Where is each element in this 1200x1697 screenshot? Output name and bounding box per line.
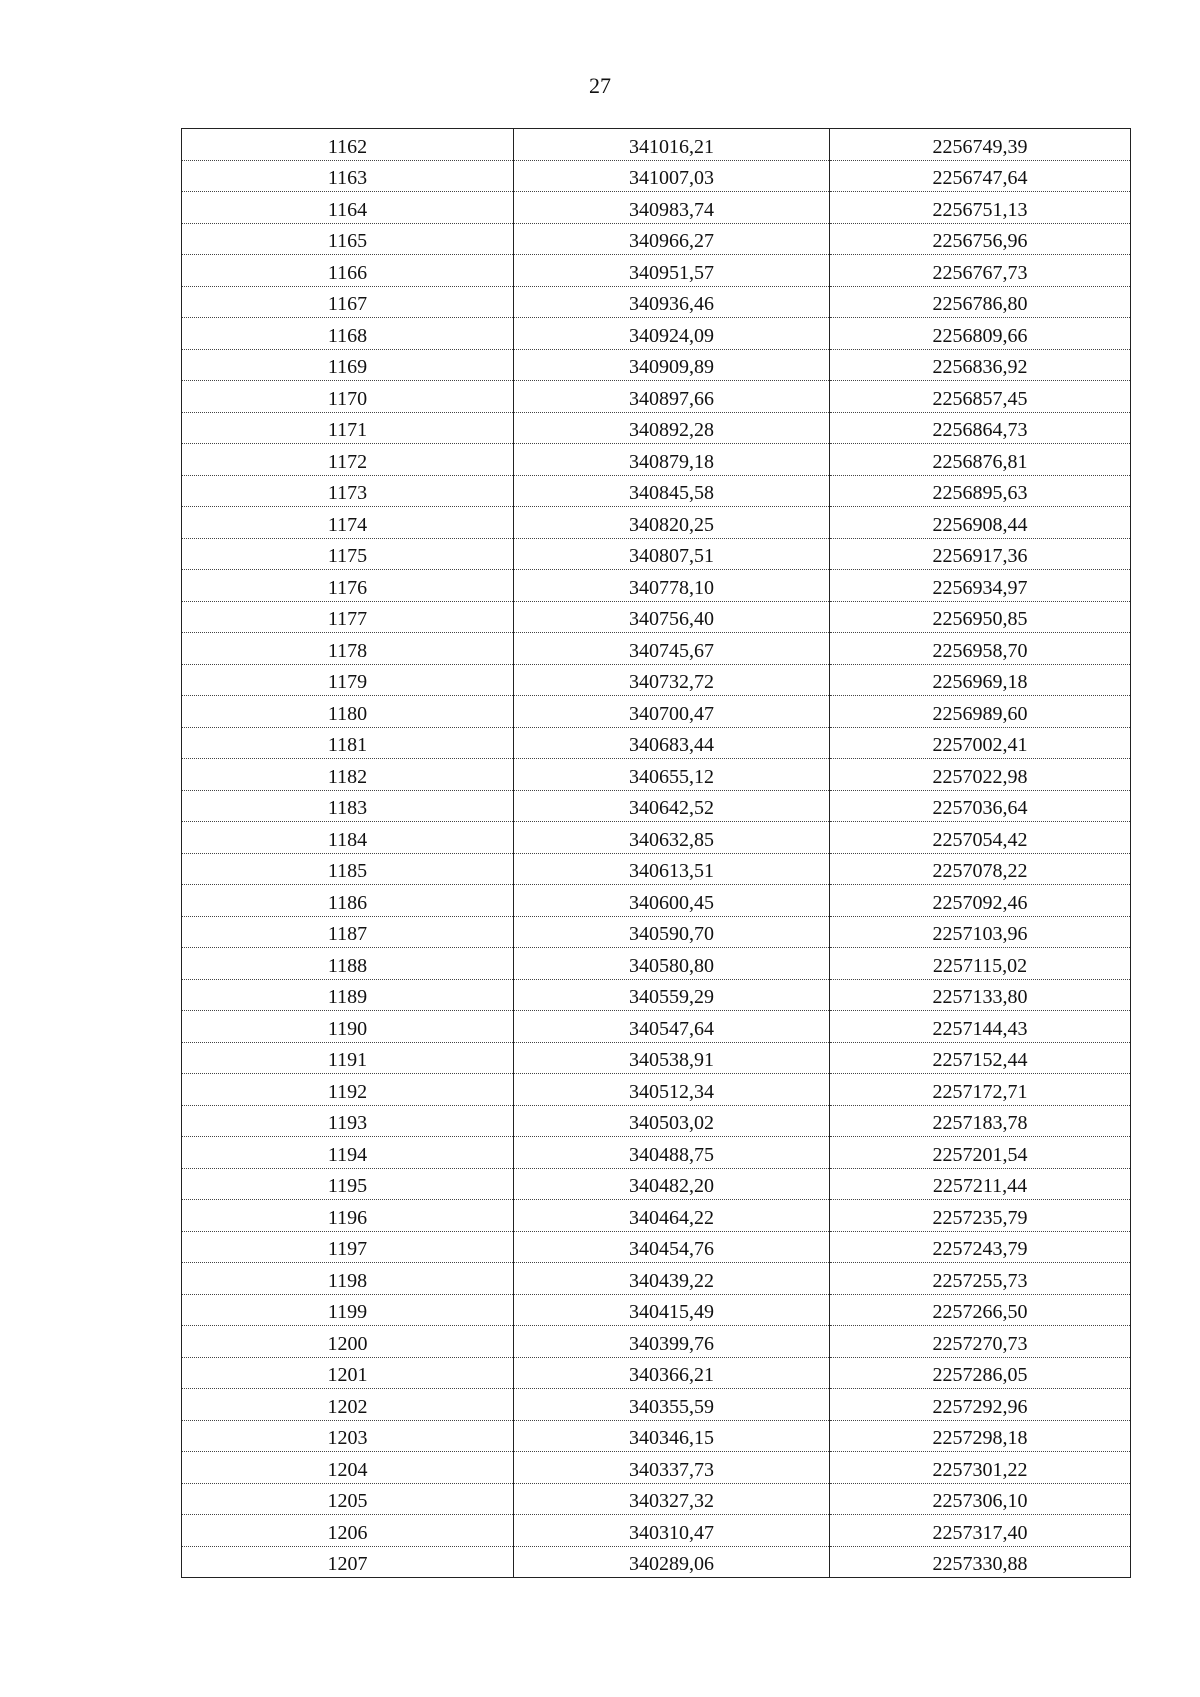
x-coordinate-cell: 340966,27 [514,223,830,255]
x-coordinate-cell: 340745,67 [514,633,830,665]
y-coordinate-cell: 2256767,73 [830,255,1131,287]
y-coordinate-cell: 2256747,64 [830,160,1131,192]
table-row [182,790,1131,822]
table-row [182,1105,1131,1137]
x-coordinate-cell: 340683,44 [514,727,830,759]
y-coordinate-cell: 2257092,46 [830,885,1131,917]
x-coordinate-cell: 341007,03 [514,160,830,192]
point-number-cell: 1165 [182,223,514,255]
page-number: 27 [589,73,611,98]
y-coordinate-cell: 2256934,97 [830,570,1131,602]
x-coordinate-cell: 340580,80 [514,948,830,980]
y-coordinate-cell: 2256836,92 [830,349,1131,381]
x-coordinate-cell: 340892,28 [514,412,830,444]
point-number-cell: 1195 [182,1168,514,1200]
point-number-cell: 1176 [182,570,514,602]
table-row [182,538,1131,570]
point-number-cell: 1170 [182,381,514,413]
y-coordinate-cell: 2256786,80 [830,286,1131,318]
y-coordinate-cell: 2256751,13 [830,192,1131,224]
point-number-cell: 1174 [182,507,514,539]
point-number-cell: 1198 [182,1263,514,1295]
table-row [182,759,1131,791]
y-coordinate-cell: 2257078,22 [830,853,1131,885]
point-number-cell: 1185 [182,853,514,885]
x-coordinate-cell: 340337,73 [514,1452,830,1484]
table-row [182,1452,1131,1484]
table-row [182,1326,1131,1358]
table-row [182,1263,1131,1295]
x-coordinate-cell: 340983,74 [514,192,830,224]
y-coordinate-cell: 2257330,88 [830,1546,1131,1578]
y-coordinate-cell: 2257133,80 [830,979,1131,1011]
table-row [182,412,1131,444]
y-coordinate-cell: 2256908,44 [830,507,1131,539]
x-coordinate-cell: 340439,22 [514,1263,830,1295]
y-coordinate-cell: 2256749,39 [830,129,1131,161]
table-row [182,444,1131,476]
x-coordinate-cell: 340756,40 [514,601,830,633]
x-coordinate-cell: 341016,21 [514,129,830,161]
y-coordinate-cell: 2257183,78 [830,1105,1131,1137]
y-coordinate-cell: 2257036,64 [830,790,1131,822]
table-row [182,1294,1131,1326]
point-number-cell: 1162 [182,129,514,161]
x-coordinate-cell: 340951,57 [514,255,830,287]
point-number-cell: 1201 [182,1357,514,1389]
table-row [182,570,1131,602]
y-coordinate-cell: 2257255,73 [830,1263,1131,1295]
y-coordinate-cell: 2257172,71 [830,1074,1131,1106]
x-coordinate-cell: 340464,22 [514,1200,830,1232]
point-number-cell: 1164 [182,192,514,224]
y-coordinate-cell: 2256969,18 [830,664,1131,696]
x-coordinate-cell: 340655,12 [514,759,830,791]
x-coordinate-cell: 340642,52 [514,790,830,822]
x-coordinate-cell: 340807,51 [514,538,830,570]
coordinates-table [181,128,1131,1578]
table-row [182,160,1131,192]
table-row [182,1357,1131,1389]
point-number-cell: 1191 [182,1042,514,1074]
y-coordinate-cell: 2257103,96 [830,916,1131,948]
table-row [182,885,1131,917]
x-coordinate-cell: 340366,21 [514,1357,830,1389]
point-number-cell: 1163 [182,160,514,192]
table-row [182,286,1131,318]
point-number-cell: 1173 [182,475,514,507]
point-number-cell: 1192 [182,1074,514,1106]
point-number-cell: 1180 [182,696,514,728]
y-coordinate-cell: 2257298,18 [830,1420,1131,1452]
table-row [182,1389,1131,1421]
x-coordinate-cell: 340613,51 [514,853,830,885]
table-row [182,475,1131,507]
table-row [182,507,1131,539]
y-coordinate-cell: 2256864,73 [830,412,1131,444]
x-coordinate-cell: 340632,85 [514,822,830,854]
x-coordinate-cell: 340355,59 [514,1389,830,1421]
table-row [182,822,1131,854]
x-coordinate-cell: 340310,47 [514,1515,830,1547]
table-row [182,916,1131,948]
x-coordinate-cell: 340924,09 [514,318,830,350]
table-row [182,1011,1131,1043]
table-row [182,948,1131,980]
y-coordinate-cell: 2256989,60 [830,696,1131,728]
y-coordinate-cell: 2256958,70 [830,633,1131,665]
y-coordinate-cell: 2256950,85 [830,601,1131,633]
table-row [182,192,1131,224]
coordinates-table-body [182,129,1131,1578]
table-row [182,1231,1131,1263]
table-row [182,1515,1131,1547]
y-coordinate-cell: 2257211,44 [830,1168,1131,1200]
point-number-cell: 1166 [182,255,514,287]
point-number-cell: 1178 [182,633,514,665]
table-row [182,1200,1131,1232]
x-coordinate-cell: 340732,72 [514,664,830,696]
y-coordinate-cell: 2257270,73 [830,1326,1131,1358]
point-number-cell: 1169 [182,349,514,381]
point-number-cell: 1207 [182,1546,514,1578]
y-coordinate-cell: 2257022,98 [830,759,1131,791]
table-row [182,349,1131,381]
y-coordinate-cell: 2257201,54 [830,1137,1131,1169]
x-coordinate-cell: 340346,15 [514,1420,830,1452]
point-number-cell: 1200 [182,1326,514,1358]
x-coordinate-cell: 340503,02 [514,1105,830,1137]
point-number-cell: 1188 [182,948,514,980]
y-coordinate-cell: 2257292,96 [830,1389,1131,1421]
x-coordinate-cell: 340845,58 [514,475,830,507]
point-number-cell: 1182 [182,759,514,791]
table-row [182,979,1131,1011]
point-number-cell: 1181 [182,727,514,759]
table-row [182,727,1131,759]
y-coordinate-cell: 2257306,10 [830,1483,1131,1515]
y-coordinate-cell: 2257054,42 [830,822,1131,854]
table-row [182,1420,1131,1452]
y-coordinate-cell: 2256876,81 [830,444,1131,476]
point-number-cell: 1193 [182,1105,514,1137]
x-coordinate-cell: 340482,20 [514,1168,830,1200]
point-number-cell: 1179 [182,664,514,696]
point-number-cell: 1205 [182,1483,514,1515]
x-coordinate-cell: 340399,76 [514,1326,830,1358]
table-row [182,696,1131,728]
x-coordinate-cell: 340415,49 [514,1294,830,1326]
x-coordinate-cell: 340778,10 [514,570,830,602]
table-row [182,1483,1131,1515]
point-number-cell: 1204 [182,1452,514,1484]
x-coordinate-cell: 340909,89 [514,349,830,381]
y-coordinate-cell: 2257301,22 [830,1452,1131,1484]
table-row [182,381,1131,413]
y-coordinate-cell: 2257286,05 [830,1357,1131,1389]
x-coordinate-cell: 340538,91 [514,1042,830,1074]
y-coordinate-cell: 2256895,63 [830,475,1131,507]
y-coordinate-cell: 2257115,02 [830,948,1131,980]
point-number-cell: 1196 [182,1200,514,1232]
point-number-cell: 1190 [182,1011,514,1043]
y-coordinate-cell: 2257266,50 [830,1294,1131,1326]
y-coordinate-cell: 2257243,79 [830,1231,1131,1263]
y-coordinate-cell: 2257152,44 [830,1042,1131,1074]
x-coordinate-cell: 340879,18 [514,444,830,476]
point-number-cell: 1184 [182,822,514,854]
point-number-cell: 1177 [182,601,514,633]
x-coordinate-cell: 340512,34 [514,1074,830,1106]
table-row [182,129,1131,161]
x-coordinate-cell: 340488,75 [514,1137,830,1169]
table-row [182,664,1131,696]
point-number-cell: 1202 [182,1389,514,1421]
table-row [182,853,1131,885]
y-coordinate-cell: 2256756,96 [830,223,1131,255]
x-coordinate-cell: 340559,29 [514,979,830,1011]
point-number-cell: 1187 [182,916,514,948]
point-number-cell: 1171 [182,412,514,444]
point-number-cell: 1172 [182,444,514,476]
table-row [182,1074,1131,1106]
y-coordinate-cell: 2257317,40 [830,1515,1131,1547]
point-number-cell: 1199 [182,1294,514,1326]
table-row [182,1168,1131,1200]
y-coordinate-cell: 2256917,36 [830,538,1131,570]
point-number-cell: 1194 [182,1137,514,1169]
y-coordinate-cell: 2256809,66 [830,318,1131,350]
point-number-cell: 1168 [182,318,514,350]
point-number-cell: 1175 [182,538,514,570]
table-row [182,601,1131,633]
table-row [182,1137,1131,1169]
x-coordinate-cell: 340327,32 [514,1483,830,1515]
y-coordinate-cell: 2257235,79 [830,1200,1131,1232]
table-row [182,1546,1131,1578]
table-row [182,1042,1131,1074]
point-number-cell: 1189 [182,979,514,1011]
y-coordinate-cell: 2257002,41 [830,727,1131,759]
table-row [182,223,1131,255]
x-coordinate-cell: 340820,25 [514,507,830,539]
table-row [182,255,1131,287]
x-coordinate-cell: 340700,47 [514,696,830,728]
point-number-cell: 1203 [182,1420,514,1452]
x-coordinate-cell: 340454,76 [514,1231,830,1263]
point-number-cell: 1183 [182,790,514,822]
point-number-cell: 1197 [182,1231,514,1263]
y-coordinate-cell: 2257144,43 [830,1011,1131,1043]
x-coordinate-cell: 340936,46 [514,286,830,318]
point-number-cell: 1186 [182,885,514,917]
table-row [182,318,1131,350]
x-coordinate-cell: 340897,66 [514,381,830,413]
x-coordinate-cell: 340547,64 [514,1011,830,1043]
table-row [182,633,1131,665]
x-coordinate-cell: 340590,70 [514,916,830,948]
x-coordinate-cell: 340289,06 [514,1546,830,1578]
point-number-cell: 1167 [182,286,514,318]
x-coordinate-cell: 340600,45 [514,885,830,917]
point-number-cell: 1206 [182,1515,514,1547]
y-coordinate-cell: 2256857,45 [830,381,1131,413]
